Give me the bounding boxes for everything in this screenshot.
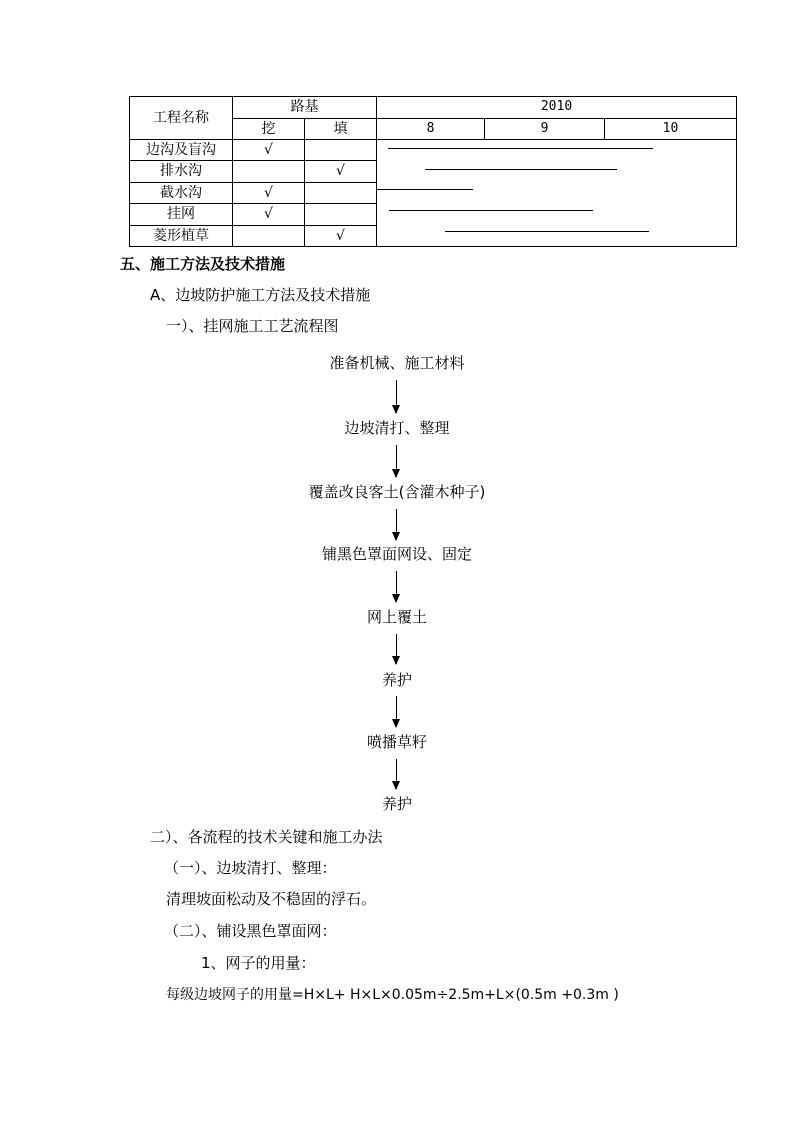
down-arrow-icon [396,759,397,789]
section-title: 五、施工方法及技术措施 [120,255,286,273]
flow-step: 边坡清打、整理 [344,419,450,437]
gantt-bar [388,148,653,149]
table-row-divider [129,182,376,183]
flow-step: 养护 [381,795,412,813]
down-arrow-icon [396,696,397,727]
header-month: 9 [540,121,549,136]
flow-step: 覆盖改良客土(含灌木种子) [308,483,486,501]
header-project-name: 工程名称 [153,110,209,126]
check-mark: √ [264,185,273,201]
paragraph: 清理坡面松动及不稳固的浮石。 [166,890,377,908]
point-heading: 1、网子的用量： [201,954,316,972]
item-heading: （一）、边坡清打、整理： [164,859,337,877]
table-row-divider [129,225,376,226]
gantt-bar [445,231,649,232]
formula: 每级边坡网子的用量=H×L+ H×L×0.05m÷2.5m+L×(0.5m +0.3m ) [166,987,619,1003]
subsection-title: A、边坡防护施工方法及技术措施 [150,286,371,304]
header-month: 8 [426,121,435,136]
header-dig: 挖 [261,121,276,137]
row-name: 挂网 [167,206,195,222]
check-mark: √ [264,142,273,158]
table-border-right [736,96,737,247]
header-year: 2010 [540,99,573,114]
flow-step: 养护 [381,671,412,689]
table-col-divider [232,96,233,247]
sub-heading: 一）、挂网施工工艺流程图 [166,317,339,335]
sub-heading: 二）、各流程的技术关键和施工办法 [150,828,383,846]
down-arrow-icon [396,509,397,540]
flow-step: 网上覆土 [366,608,427,626]
row-name: 边沟及盲沟 [146,142,216,158]
down-arrow-icon [396,445,397,477]
table-border-top [129,96,737,97]
table-border-bottom [129,246,737,247]
table-row-divider [129,203,376,204]
check-mark: √ [336,163,345,179]
down-arrow-icon [396,571,397,602]
gantt-bar [377,189,473,190]
table-header-bottom [129,139,737,140]
row-name: 截水沟 [160,185,202,201]
row-name: 排水沟 [160,163,202,179]
header-fill: 填 [333,121,348,137]
header-month: 10 [662,121,679,136]
flow-step: 喷播草籽 [366,733,427,751]
down-arrow-icon [396,634,397,664]
check-mark: √ [336,228,345,244]
gantt-bar [389,210,593,211]
check-mark: √ [264,206,273,222]
row-name: 菱形植草 [153,228,209,244]
table-row-divider [129,160,376,161]
flow-step: 准备机械、施工材料 [329,354,465,372]
down-arrow-icon [396,380,397,413]
flow-step: 铺黑色罩面网设、固定 [321,545,472,563]
gantt-bar [425,169,617,170]
table-col-divider [376,96,377,247]
header-roadbed: 路基 [290,99,319,115]
item-heading: （二）、铺设黑色罩面网： [164,922,337,940]
